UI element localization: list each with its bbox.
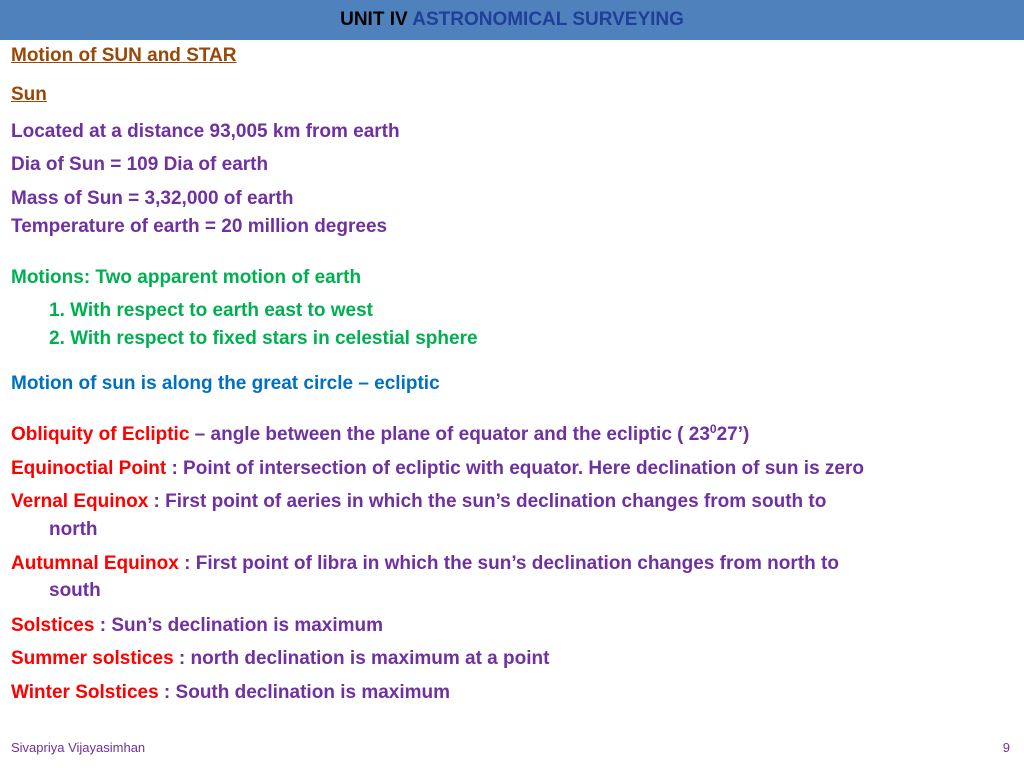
subsection-heading: Sun (11, 84, 47, 105)
fact-temperature: Temperature of earth = 20 million degrees (11, 216, 388, 237)
motion-item-2: 2. With respect to fixed stars in celestial sphere (49, 328, 478, 349)
term-autumnal: Autumnal Equinox (11, 553, 179, 574)
def-autumnal-continued: south (49, 580, 101, 601)
definition-solstices (11, 615, 383, 637)
def-summer-solstices: : north declination is maximum at a point (173, 648, 550, 669)
title-unit: UNIT IV (340, 9, 408, 30)
def-obliquity-sup: 0 (709, 422, 717, 436)
def-autumnal: : First point of libra in which the sun’s declination changes from north to (178, 553, 839, 574)
title-topic: ASTRONOMICAL SURVEYING (412, 9, 684, 30)
motion-item-1: 1. With respect to earth east to west (49, 300, 373, 321)
def-vernal: : First point of aeries in which the sun’s declination changes from south to (148, 491, 827, 512)
ecliptic-statement: Motion of sun is along the great circle – ecliptic (11, 373, 440, 394)
definition-summer-solstices (11, 648, 549, 670)
term-solstices: Solstices (11, 615, 95, 636)
def-obliquity-post: 27’) (716, 424, 750, 445)
definition-obliquity (11, 424, 749, 446)
section-heading: Motion of SUN and STAR (11, 45, 237, 66)
fact-distance: Located at a distance 93,005 km from earth (11, 121, 400, 142)
def-solstices: : Sun’s declination is maximum (94, 615, 384, 636)
fact-diameter: Dia of Sun = 109 Dia of earth (11, 154, 269, 175)
slide-title (0, 0, 1024, 40)
footer-page-number: 9 (1002, 740, 1010, 755)
def-winter-solstices: : South declination is maximum (158, 682, 451, 703)
term-winter-solstices: Winter Solstices (11, 682, 159, 703)
fact-mass: Mass of Sun = 3,32,000 of earth (11, 188, 294, 209)
term-equinoctial: Equinoctial Point (11, 458, 167, 479)
motions-intro: Motions: Two apparent motion of earth (11, 267, 362, 288)
definition-winter-solstices (11, 682, 450, 704)
definition-equinoctial (11, 458, 864, 480)
definition-autumnal (11, 553, 839, 575)
footer-author: Sivapriya Vijayasimhan (11, 740, 146, 755)
term-summer-solstices: Summer solstices (11, 648, 174, 669)
term-vernal: Vernal Equinox (11, 491, 149, 512)
term-obliquity: Obliquity of Ecliptic (11, 424, 190, 445)
def-equinoctial: : Point of intersection of ecliptic with equator. Here declination of sun is zero (166, 458, 864, 479)
def-obliquity-pre: – angle between the plane of equator and the ecliptic ( 23 (189, 424, 710, 445)
definition-vernal (11, 491, 826, 513)
def-vernal-continued: north (49, 519, 98, 540)
